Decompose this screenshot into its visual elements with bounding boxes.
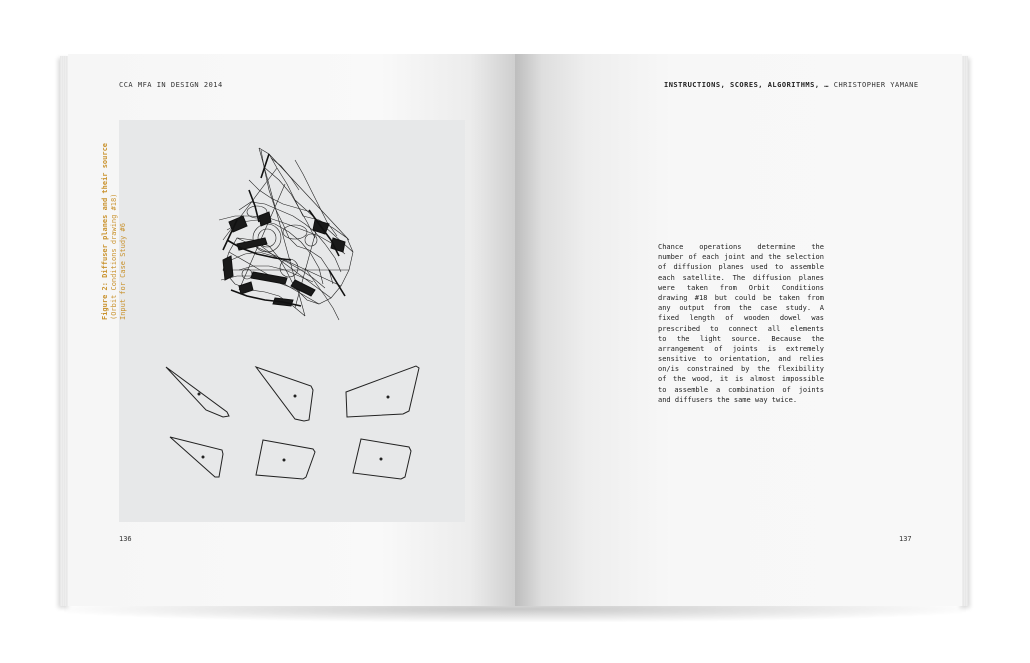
figure-panel bbox=[119, 120, 465, 522]
caption-line-3: Input for Case Study #6 bbox=[119, 223, 127, 320]
body-line: were taken from Orbit Conditions bbox=[658, 283, 824, 292]
body-line: fixed length of wooden dowel was bbox=[658, 314, 824, 323]
diffuser-plane-1 bbox=[166, 367, 229, 417]
body-line: drawing #18 but could be taken from bbox=[658, 293, 824, 302]
diffuser-plane-5 bbox=[256, 440, 315, 479]
left-running-head: CCA MFA IN DESIGN 2014 bbox=[119, 81, 223, 89]
diffuser-plane-3 bbox=[346, 366, 419, 417]
body-line: number of each joint and the selection bbox=[658, 253, 824, 262]
body-line: arrangement of joints is extremely bbox=[658, 344, 824, 353]
body-line: Chance operations determine the bbox=[658, 243, 824, 251]
diffuser-plane-5-center bbox=[283, 459, 285, 461]
wireframe-sculpture bbox=[219, 148, 353, 320]
running-head-title: INSTRUCTIONS, SCORES, ALGORITHMS, … bbox=[664, 81, 830, 89]
diffuser-plane-2 bbox=[256, 367, 313, 421]
body-line: of diffusion planes used to assemble bbox=[658, 263, 824, 272]
figure-illustration bbox=[119, 120, 465, 522]
diffuser-plane-1-center bbox=[198, 393, 200, 395]
body-line: prescribed to connect all elements bbox=[658, 324, 824, 333]
right-running-head bbox=[664, 81, 919, 89]
diffuser-plane-2-center bbox=[294, 395, 296, 397]
diffuser-plane-4-center bbox=[202, 456, 204, 458]
body-line: and diffusers the same way twice. bbox=[658, 395, 798, 404]
diffuser-planes bbox=[166, 366, 419, 479]
running-head-author: CHRISTOPHER YAMANE bbox=[833, 81, 919, 89]
caption-line-2: (Orbit Conditions drawing #18) bbox=[110, 193, 118, 320]
left-page-number: 136 bbox=[119, 535, 132, 543]
figure-caption bbox=[101, 140, 128, 320]
body-paragraph bbox=[658, 242, 824, 405]
caption-line-1: Figure 2: Diffuser planes and their source bbox=[101, 142, 109, 320]
diffuser-plane-6-center bbox=[380, 458, 382, 460]
diffuser-plane-4 bbox=[170, 437, 223, 477]
body-line: to the light source. Because the bbox=[658, 334, 824, 343]
body-line: each satellite. The diffusion planes bbox=[658, 273, 824, 282]
body-line: any output from the case study. A bbox=[658, 304, 824, 313]
body-line: on/is constrained by the flexibility bbox=[658, 365, 824, 374]
body-line: sensitive to orientation, and relies bbox=[658, 355, 824, 364]
right-page-number: 137 bbox=[899, 535, 912, 543]
body-line: to assemble a combination of joints bbox=[658, 385, 824, 394]
diffuser-plane-3-center bbox=[387, 396, 389, 398]
body-line: of the wood, it is almost impossible bbox=[658, 375, 824, 384]
